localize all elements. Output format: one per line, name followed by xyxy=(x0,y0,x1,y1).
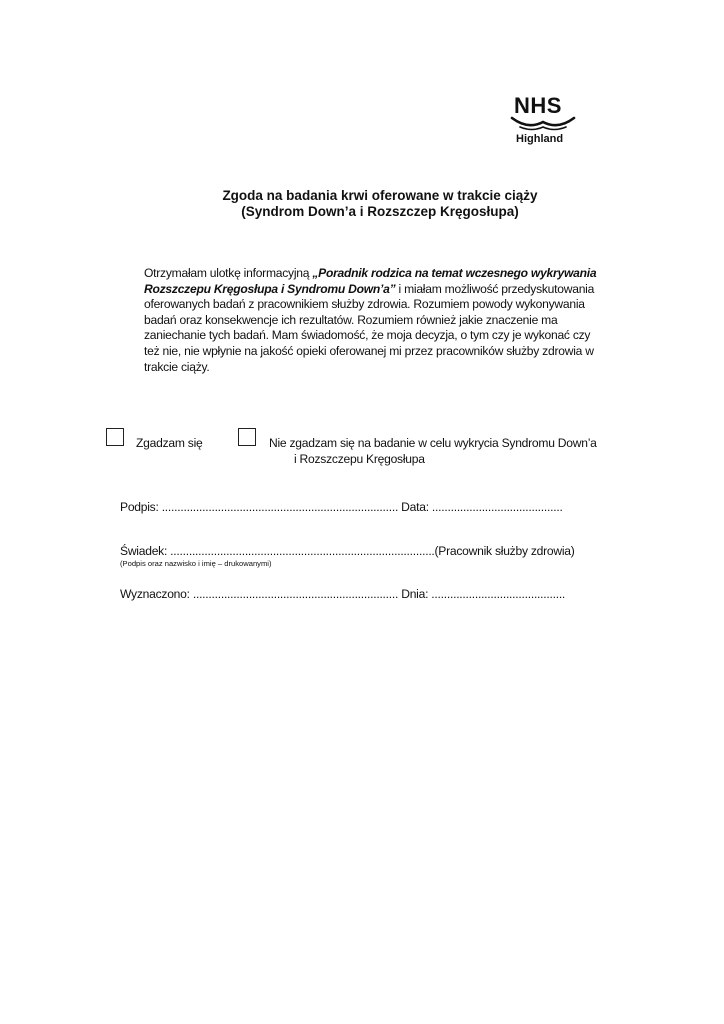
logo-region-text: Highland xyxy=(516,133,564,145)
witness-field[interactable]: Świadek: .....................................................................................(Pracownik służby zdrowia) xyxy=(120,544,575,558)
witness-note: (Podpis oraz nazwisko i imię – drukowanymi) xyxy=(120,559,272,568)
agree-label: Zgadzam się xyxy=(136,436,203,450)
logo-brand-text: NHS xyxy=(514,93,562,118)
statement-line: też nie, nie wpłynie na jakość opieki oferowanej mi przez pracowników służby zdrowia w xyxy=(144,343,594,358)
signature-date-field[interactable]: Podpis: ............................................................................ Data: .......................................... xyxy=(120,500,563,514)
agree-checkbox[interactable] xyxy=(106,428,124,446)
statement-line xyxy=(144,281,595,298)
disagree-checkbox[interactable] xyxy=(238,428,256,446)
disagree-label-line-1: Nie zgadzam się na badanie w celu wykrycia Syndromu Down’a xyxy=(269,436,597,450)
statement-line: oferowanych badań z pracownikiem służby zdrowia. Rozumiem powody wykonywania xyxy=(144,297,585,312)
consent-statement xyxy=(144,266,597,375)
document-title xyxy=(160,188,600,220)
leaflet-title-part-1: „Poradnik rodzica na temat wczesnego wykrywania xyxy=(312,266,597,280)
statement-line: trakcie ciąży. xyxy=(144,359,210,374)
statement-line: badań oraz konsekwencje ich rezultatów. Rozumiem również jakie znaczenie ma xyxy=(144,312,558,327)
nhs-highland-logo xyxy=(508,95,578,153)
leaflet-title-part-2: Rozszczepu Kręgosłupa i Syndromu Down’a” xyxy=(144,281,396,296)
title-line-1: Zgoda na badania krwi oferowane w trakcie ciąży xyxy=(222,188,538,203)
statement-line: zaniechanie tych badań. Mam świadomość, że moja decyzja, o tym czy je wykonać czy xyxy=(144,328,591,343)
statement-text: i miałam możliwość przedyskutowania xyxy=(395,281,595,296)
disagree-label-line-2: i Rozszczepu Kręgosłupa xyxy=(294,452,425,466)
appointed-date-field[interactable]: Wyznaczono: .................................................................. Dnia: ........................................... xyxy=(120,587,566,601)
book-swoosh-icon xyxy=(510,114,576,132)
statement-line xyxy=(144,266,597,282)
title-line-2: (Syndrom Down’a i Rozszczep Kręgosłupa) xyxy=(241,204,519,219)
statement-text: Otrzymałam ulotkę informacyjną xyxy=(144,266,313,280)
